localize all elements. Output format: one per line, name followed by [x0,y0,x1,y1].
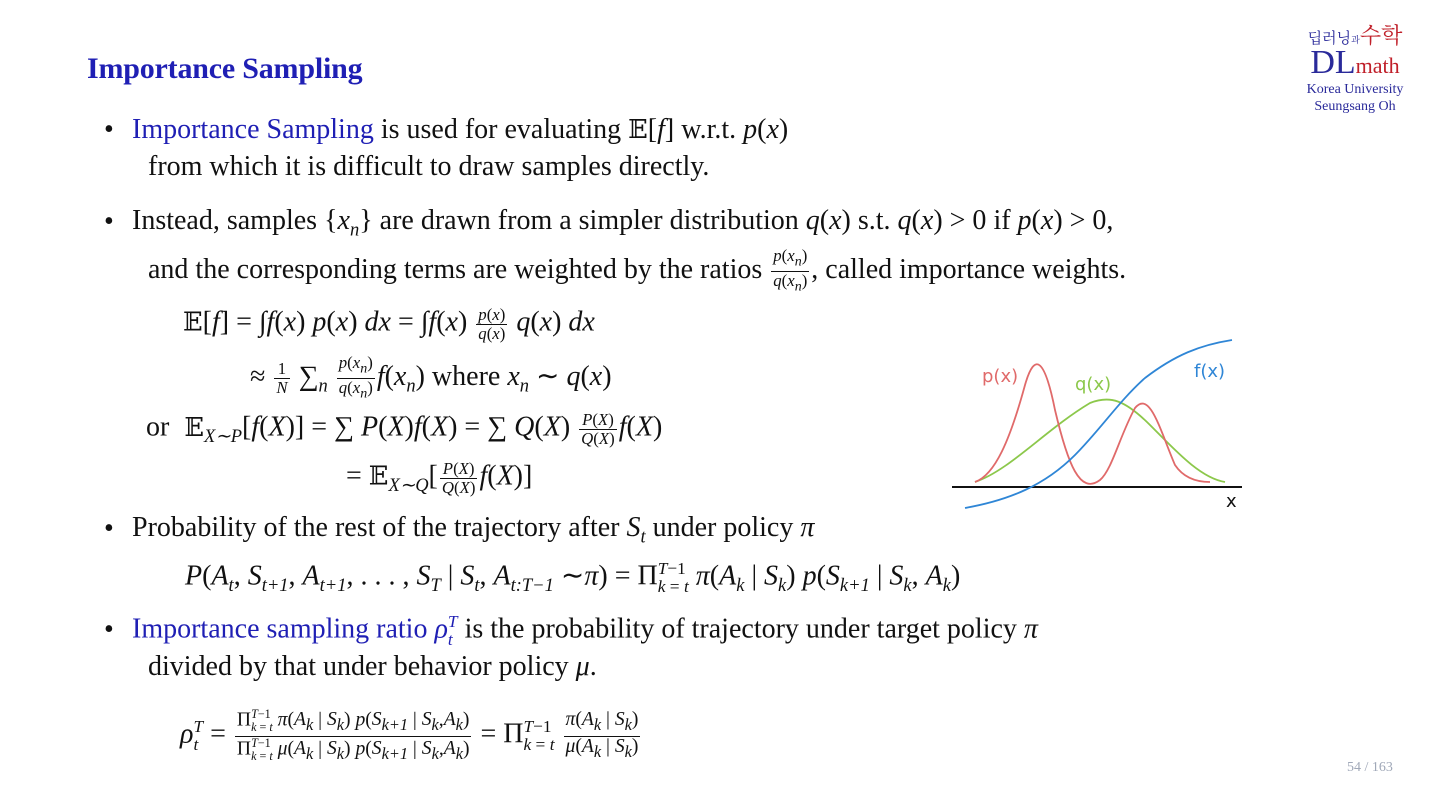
bullet-2-text-d: if [993,205,1011,236]
q-curve-label: q(x) [1075,374,1112,395]
bullet-1-text-a: is used for evaluating [380,114,622,145]
equation-discrete-expectation-q: = 𝔼$_{X\sim Q}$[ $\frac{P(X)}{Q(X)}$ f(X)] [346,459,533,497]
bullet-dot-3: • [104,513,114,544]
bullet-3-line-1: Probability of the rest of the trajectory after $S_t$ under policy π [132,512,815,547]
logo-university: Korea University [1306,82,1404,97]
f-curve-label: f(x) [1194,361,1226,382]
bullet-dot-1: • [104,114,114,145]
q-curve [975,399,1225,482]
bullet-dot-2: • [104,206,114,237]
bullet-2-line-1 [132,205,1113,245]
equation-importance-ratio: ρT t = ΠT−1 k = t $\pi(A_k$ | $S_k$) $p(S_{k+1}$ | $S_k,A_k$) ΠT−1 k = t $\mu(A_k$ | $S_k$) $p(S_{k+1}$ | $S_k,A_k$) = ΠT−1 k = t $\frac{\pi(A_k | S_k)}{\mu(A_k | S_k)}$ [180,707,639,763]
equation-discrete-expectation: or 𝔼$_{X\sim P}$[f(X)] = ∑ P(X)f(X) = ∑ Q(X) $\frac{P(X)}{Q(X)}$ f(X) [146,410,663,448]
bullet-3-text-a: Probability of the rest of the trajectory after [132,512,620,543]
logo-author: Seungsang Oh [1314,99,1396,114]
equation-where-word: where [431,360,501,392]
equation-expectation-integral: 𝔼[f] = ∫f(x) p(x) dx = ∫f(x) $\frac{p(x)}{q(x)}$ q(x) dx [183,305,595,343]
bullet-1-term: Importance Sampling [132,114,374,145]
equation-or-word: or [146,411,170,443]
bullet-1-line-1: Importance Sampling is used for evaluating 𝔼[f] w.r.t. p(x) [132,114,789,145]
equation-trajectory-probability: $P(A_t$, $S_{t+1}$, $A_{t+1}$, . . . , $S_T$ | $S_t$, $A_{t:T-1}$ ∼π) = ΠT−1 k = t $\pi(A_k$ | $S_k$) $p(S_{k+1}$ | $S_k$, $A_k$) [185,559,961,597]
bullet-2-line-2 [148,247,1126,296]
bullet-2-text-c: s.t. [857,205,891,236]
bullet-4-line-2-text: divided by that under behavior policy [148,651,569,682]
logo-brand-dl: DL [1310,44,1356,81]
math-p-of-x: p [743,114,758,145]
bullet-4-text-a: is the probability of trajectory under target policy [464,613,1017,645]
x-axis-label: x [1226,491,1237,512]
math-expectation-f: 𝔼[f] [628,114,675,145]
math-q-of-x: q(x) [805,205,851,236]
bullet-1-text-b: w.r.t. [681,114,737,145]
logo-korean-connector: 과 [1351,36,1360,46]
bullet-1-line-2: from which it is difficult to draw samples directly. [148,151,710,182]
bullet-4-line-2: divided by that under behavior policy μ. [148,651,597,682]
math-p-positive: p(x) > 0, [1017,205,1114,236]
bullet-2-line-2-text-a: and the corresponding terms are weighted by the ratios [148,253,763,285]
logo-brand [1300,44,1410,81]
distribution-plot-svg [950,330,1250,515]
distribution-plot [950,330,1250,515]
p-curve-label: p(x) [982,366,1019,387]
logo [1300,24,1410,115]
math-weight-ratio: $\frac{p(x_n)}{q(x_n)}$ [773,246,808,295]
bullet-2-text-a: Instead, samples [132,205,318,236]
logo-brand-math: math [1355,53,1400,78]
page-number: 54 / 163 [1347,760,1393,775]
math-sample-set: $\{x_n\}$ [324,205,373,240]
slide-title: Importance Sampling [87,52,363,85]
logo-korean-right: 수학 [1359,24,1403,49]
equation-monte-carlo-approx: ≈ $\frac{1}{N}$ $\sum_n$ $\frac{p(x_n)}{q(x_n)}$ $f(x_n)$ where $x_n$ ∼ q(x) [250,353,612,402]
bullet-2-line-2-text-b: , called importance weights. [811,253,1127,285]
bullet-2-text-b: are drawn from a simpler distribution [379,205,799,236]
bullet-4-term: Importance sampling ratio [132,613,428,645]
bullet-4-line-1: Importance sampling ratio ρT t is the probability of trajectory under target policy π [132,612,1038,650]
math-q-positive: q(x) > 0 [897,205,987,236]
logo-korean-left: 딥러닝 [1307,29,1352,47]
bullet-dot-4: • [104,614,114,645]
bullet-3-text-b: under policy [652,512,794,543]
